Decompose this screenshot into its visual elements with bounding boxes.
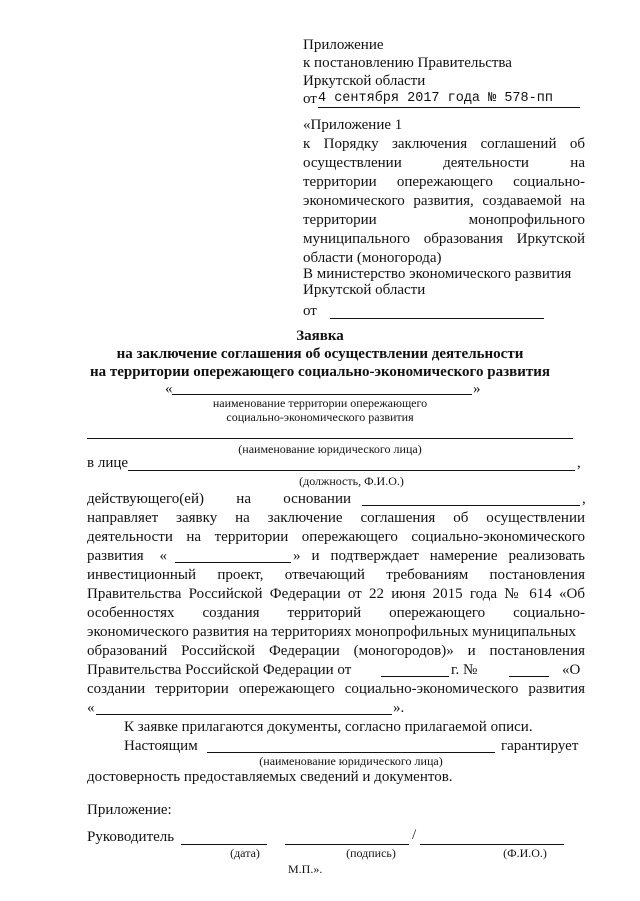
caption-legal-entity: (наименование юридического лица) <box>238 442 422 456</box>
body-line-gov: Правительства Российской Федерации от 22 июня 2015 года № 614 «Об <box>87 586 585 602</box>
appendix1-line-1: «Приложение 1 <box>303 117 403 133</box>
caption-legal-entity-short: (наименование юридического лица) <box>259 754 443 768</box>
header-resolution: к постановлению Правительства <box>303 55 512 71</box>
resolution-number-field[interactable] <box>509 676 549 677</box>
header-region: Иркутской области <box>303 73 426 89</box>
addressee-from-field[interactable] <box>330 318 544 319</box>
appendix1-line-5: экономического развития, создаваемой на <box>303 193 585 209</box>
head-label: Руководитель <box>87 829 175 845</box>
slash-separator: / <box>412 827 417 843</box>
hereby-label: Настоящим <box>124 738 198 754</box>
resolution-date-field[interactable] <box>381 676 449 677</box>
attached-documents: К заявке прилагаются документы, согласно прилагаемой описи. <box>124 719 533 735</box>
body-line-create: создании территории опережающего социально-экономического развития <box>87 681 585 697</box>
stamp-placeholder: М.П.». <box>288 862 323 876</box>
body-line-mun: образований Российской Федерации (моногородов)» и постановления <box>87 643 585 659</box>
acting-on-basis: действующего(ей) на основании <box>87 491 351 507</box>
caption-territory-2: социально-экономического развития <box>226 410 414 424</box>
fio-field[interactable] <box>420 844 564 845</box>
territory-quote-close: » <box>473 381 481 397</box>
in-person-label: в лице <box>87 455 129 471</box>
header-appendix: Приложение <box>303 37 384 53</box>
title-line-3: на территории опережающего социально-экономического развития <box>90 364 550 380</box>
body-line-gov2-a: Правительства Российской Федерации от <box>87 662 352 678</box>
caption-signature: (подпись) <box>346 846 396 860</box>
basis-field[interactable] <box>362 505 580 506</box>
appendix1-line-2: к Порядку заключения соглашений об <box>303 136 585 152</box>
addressee-from-prefix: от <box>303 303 317 319</box>
in-person-field[interactable] <box>128 470 575 471</box>
body-line-econ: экономического развития на территориях монопрофильных муниципальных <box>87 624 576 640</box>
reliability-statement: достоверность предоставляемых сведений и документов. <box>87 769 453 785</box>
body-line-features: особенностях создания территорий опережающего социально- <box>87 605 585 621</box>
appendix1-line-4: территории опережающего социально- <box>303 174 585 190</box>
header-date-underline <box>318 107 580 108</box>
body-line-close-a: « <box>87 700 95 716</box>
body-line-send: направляет заявку на заключение соглашения об осуществлении <box>87 510 585 526</box>
header-from-prefix: от <box>303 91 317 107</box>
signature-field[interactable] <box>285 844 409 845</box>
appendix1-line-6: территории монопрофильного <box>303 212 585 228</box>
guarantees-label: гарантирует <box>501 738 579 754</box>
caption-fio: (Ф.И.О.) <box>503 846 547 860</box>
appendix1-line-8: области (моногорода) <box>303 250 442 266</box>
appendix1-line-7: муниципального образования Иркутской <box>303 231 585 247</box>
addressee-ministry: В министерство экономического развития <box>303 266 572 282</box>
body-line-close-b: ». <box>393 700 405 716</box>
body-line-gov2-b: г. № <box>451 662 478 678</box>
caption-date: (дата) <box>230 846 260 860</box>
territory-name-field[interactable] <box>172 394 472 395</box>
basis-comma: , <box>582 491 586 507</box>
appendix-label: Приложение: <box>87 802 172 818</box>
caption-position: (должность, Ф.И.О.) <box>299 474 404 488</box>
territory-full-field[interactable] <box>96 714 392 715</box>
legal-entity-field[interactable] <box>87 438 573 439</box>
body-line-gov2-c: «О <box>562 662 581 678</box>
territory-short-field[interactable] <box>175 562 291 563</box>
appendix1-line-3: осуществлении деятельности на <box>303 155 585 171</box>
title-zayavka: Заявка <box>296 328 344 344</box>
body-line-dev-b: » и подтверждает намерение реализовать <box>293 548 585 564</box>
territory-quote-open: « <box>165 381 173 397</box>
body-line-activity: деятельности на территории опережающего социально-экономического <box>87 529 585 545</box>
body-line-dev-a: развития « <box>87 548 167 564</box>
body-line-invest: инвестиционный проект, отвечающий требованиям постановления <box>87 567 585 583</box>
in-person-comma: , <box>577 455 581 471</box>
header-date-number: 4 сентября 2017 года № 578-пп <box>318 91 553 106</box>
addressee-region: Иркутской области <box>303 282 426 298</box>
caption-territory-1: наименование территории опережающего <box>212 396 428 410</box>
title-line-2: на заключение соглашения об осуществлении деятельности <box>116 346 524 362</box>
date-field[interactable] <box>181 844 267 845</box>
guarantor-field[interactable] <box>207 752 495 753</box>
